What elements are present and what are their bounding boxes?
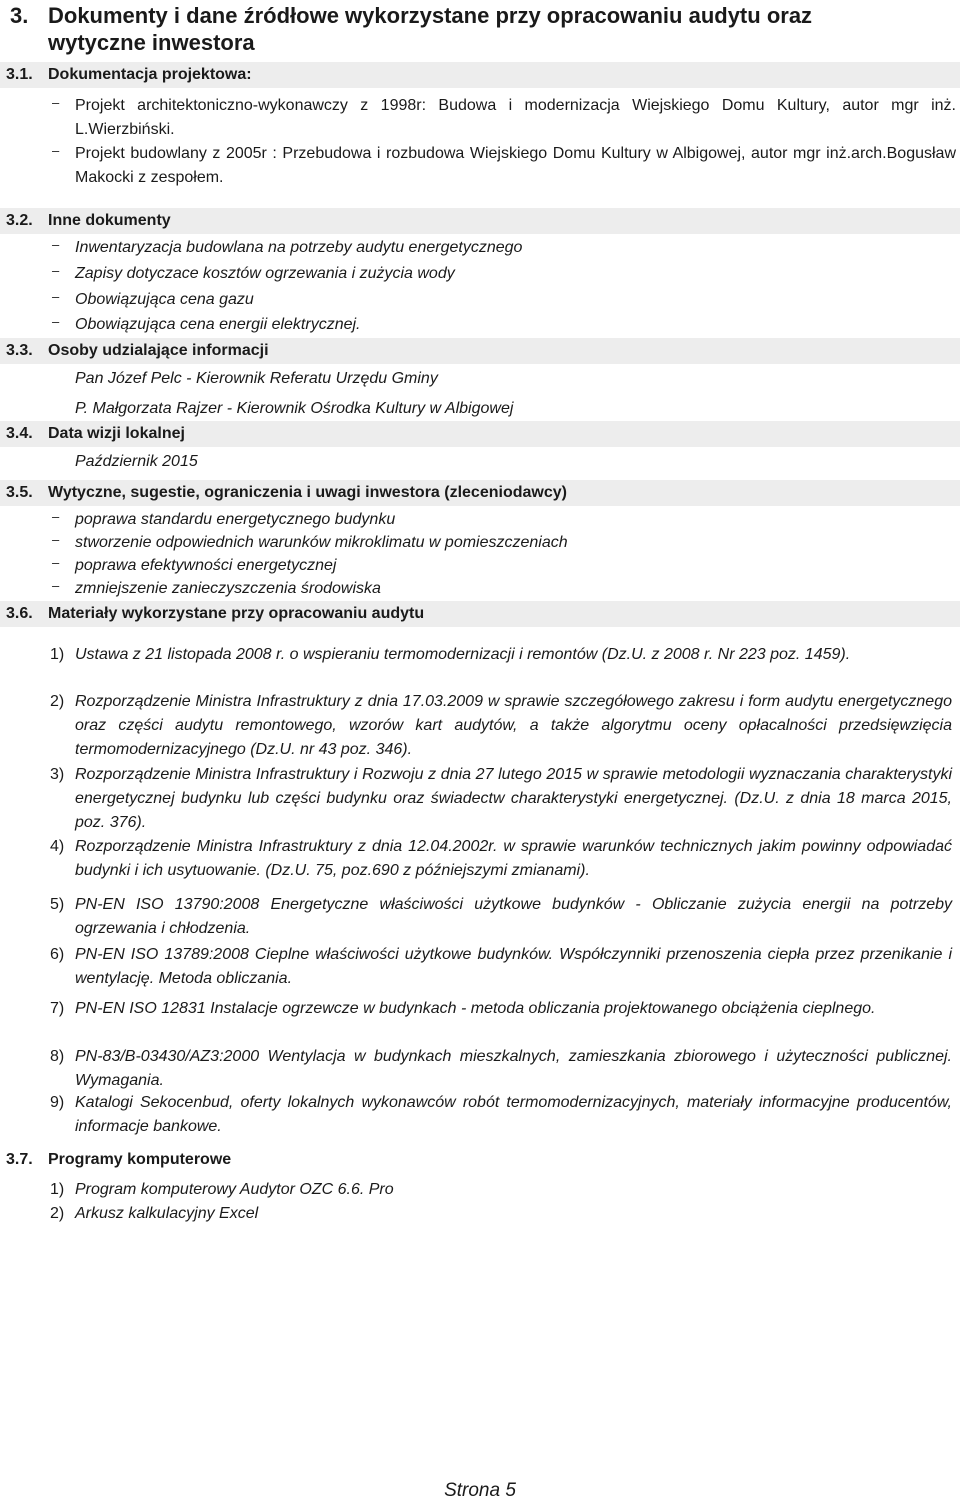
software-number: 2) [50, 1205, 65, 1222]
reference-number: 9) [50, 1094, 65, 1111]
reference-number: 7) [50, 1000, 65, 1017]
list-item-text: stworzenie odpowiednich warunków mikroklimatu w pomieszczeniach [75, 534, 568, 551]
reference-item [50, 997, 952, 1021]
section-title: Dokumentacja projektowa: [48, 66, 252, 83]
dash-bullet: – [52, 555, 60, 570]
section-title: Materiały wykorzystane przy opracowaniu audytu [48, 605, 425, 622]
section-number: 3.5. [6, 484, 33, 501]
reference-text: Rozporządzenie Ministra Infrastruktury z dnia 12.04.2002r. w sprawie warunków technicznych jakim powinny odpowiadać budynki i ich usytuowanie. (Dz.U. 75, poz.690 z późniejszymi zmianami). [75, 838, 952, 879]
reference-text: PN-EN ISO 13790:2008 Energetyczne właściwości użytkowe budynków - Obliczanie zużycia energii na potrzeby ogrzewania i chłodzenia. [75, 896, 952, 937]
list-item-text: Projekt architektoniczno-wykonawczy z 1998r: Budowa i modernizacja Wiejskiego Domu Kultury, autor mgr inż. L.Wierzbiński. [75, 97, 956, 138]
reference-text: PN-EN ISO 12831 Instalacje ogrzewcze w budynkach - metoda obliczania projektowanego obciążenia cieplnego. [75, 1000, 876, 1017]
reference-number: 5) [50, 896, 65, 913]
software-text: Program komputerowy Audytor OZC 6.6. Pro [75, 1181, 394, 1198]
software-item [50, 1178, 952, 1202]
section-title: Osoby udzialające informacji [48, 342, 269, 359]
reference-number: 4) [50, 838, 65, 855]
dash-bullet: – [52, 578, 60, 593]
list-item-text: Obowiązująca cena energii elektrycznej. [75, 316, 361, 333]
software-item [50, 1202, 952, 1226]
chapter-heading [10, 2, 910, 56]
reference-number: 1) [50, 646, 65, 663]
dash-bullet: – [52, 314, 60, 329]
investor-guidelines-list [50, 508, 956, 600]
list-item [50, 142, 956, 190]
reference-item [50, 893, 952, 941]
list-item-text: Zapisy dotyczace kosztów ogrzewania i zużycia wody [75, 265, 455, 282]
section-heading-3-6 [0, 601, 960, 627]
section-number: 3.2. [6, 212, 33, 229]
reference-item [50, 643, 952, 667]
list-item-text: Projekt budowlany z 2005r : Przebudowa i rozbudowa Wiejskiego Domu Kultury w Albigowej, autor mgr inż.arch.Bogusław Makocki z zespołem. [75, 145, 956, 186]
reference-number: 8) [50, 1048, 65, 1065]
section-heading-3-1 [0, 62, 960, 88]
section-title: Programy komputerowe [48, 1151, 232, 1168]
software-number: 1) [50, 1181, 65, 1198]
list-item [50, 313, 956, 337]
reference-item [50, 1045, 952, 1093]
list-item [50, 554, 956, 577]
software-text: Arkusz kalkulacyjny Excel [75, 1205, 259, 1222]
section-title: Wytyczne, sugestie, ograniczenia i uwagi inwestora (zleceniodawcy) [48, 484, 567, 501]
reference-item [50, 690, 952, 762]
list-item-text: Obowiązująca cena gazu [75, 291, 254, 308]
reference-text: Rozporządzenie Ministra Infrastruktury z dnia 17.03.2009 w sprawie szczegółowego zakresu i form audytu energetycznego oraz części audytu remontowego, wzorów kart audytów, a także algorytmu oceny opłacalności przedsięwzięcia termomodernizacyjnego (Dz.U. nr 43 poz. 346). [75, 693, 952, 758]
section-heading-3-7 [0, 1147, 960, 1173]
reference-text: Rozporządzenie Ministra Infrastruktury i Rozwoju z dnia 27 lutego 2015 w sprawie metodologii wyznaczania charakterystyki energetycznej budynku lub części budynku oraz świadectw charakterystyki energetycznej. (Dz.U. z dnia 18 marca 2015, poz. 376). [75, 766, 952, 831]
dash-bullet: – [52, 237, 60, 252]
section-number: 3.7. [6, 1151, 33, 1168]
section-number: 3.3. [6, 342, 33, 359]
section-number: 3.1. [6, 66, 33, 83]
section-heading-3-4 [0, 421, 960, 447]
section-number: 3.4. [6, 425, 33, 442]
page-number: Strona 5 [444, 1480, 516, 1501]
list-item-text: Inwentaryzacja budowlana na potrzeby audytu energetycznego [75, 239, 523, 256]
chapter-number: 3. [10, 3, 29, 28]
reference-item [50, 835, 952, 883]
list-item-text: poprawa standardu energetycznego budynku [75, 511, 396, 528]
dash-bullet: – [52, 289, 60, 304]
section-number: 3.6. [6, 605, 33, 622]
section-title: Inne dokumenty [48, 212, 171, 229]
list-item [50, 236, 956, 262]
list-item [50, 94, 956, 142]
section-title: Data wizji lokalnej [48, 425, 185, 442]
reference-text: Katalogi Sekocenbud, oferty lokalnych wykonawców robót termomodernizacyjnych, materiały informacyjne producentów, informacje bankowe. [75, 1094, 952, 1135]
section-heading-3-3 [0, 338, 960, 364]
dash-bullet: – [52, 509, 60, 524]
dash-bullet: – [52, 143, 60, 158]
section-heading-3-5 [0, 480, 960, 506]
list-item-text: zmniejszenie zanieczyszczenia środowiska [75, 580, 381, 597]
list-item [50, 262, 956, 288]
reference-text: PN-83/B-03430/AZ3:2000 Wentylacja w budynkach mieszkalnych, zamieszkania zbiorowego i użyteczności publicznej. Wymagania. [75, 1048, 952, 1089]
dash-bullet: – [52, 532, 60, 547]
list-item [50, 288, 956, 313]
dash-bullet: – [52, 95, 60, 110]
reference-number: 2) [50, 693, 65, 710]
reference-item [50, 943, 952, 991]
design-docs-list [50, 94, 956, 190]
contact-person: P. Małgorzata Rajzer - Kierownik Ośrodka Kultury w Albigowej [75, 400, 514, 417]
reference-number: 6) [50, 946, 65, 963]
list-item [50, 577, 956, 600]
reference-item [50, 1091, 952, 1139]
reference-text: PN-EN ISO 13789:2008 Cieplne właściwości użytkowe budynków. Współczynniki przenoszenia ciepła przez przenikanie i wentylację. Metoda obliczania. [75, 946, 952, 987]
reference-item [50, 763, 952, 835]
reference-number: 3) [50, 766, 65, 783]
list-item [50, 508, 956, 531]
chapter-title: Dokumenty i dane źródłowe wykorzystane przy opracowaniu audytu oraz wytyczne inwestora [48, 3, 813, 55]
list-item [50, 531, 956, 554]
section-heading-3-2 [0, 208, 960, 234]
other-docs-list [50, 236, 956, 337]
site-visit-date: Październik 2015 [75, 453, 198, 470]
list-item-text: poprawa efektywności energetycznej [75, 557, 337, 574]
contact-person: Pan Józef Pelc - Kierownik Referatu Urzędu Gminy [75, 370, 438, 387]
dash-bullet: – [52, 263, 60, 278]
reference-text: Ustawa z 21 listopada 2008 r. o wspieraniu termomodernizacji i remontów (Dz.U. z 2008 r. Nr 223 poz. 1459). [75, 646, 851, 663]
